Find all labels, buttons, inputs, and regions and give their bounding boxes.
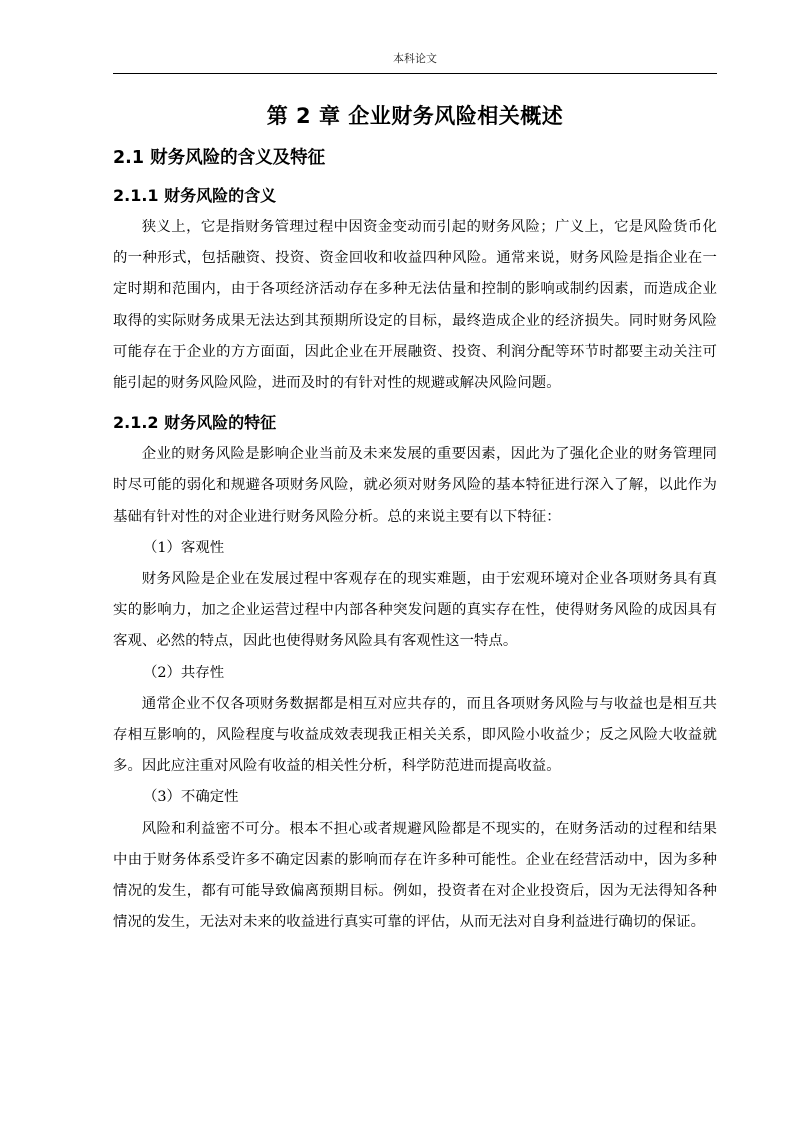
chapter-title: 第 2 章 企业财务风险相关概述 [266,104,564,128]
paragraph-meaning: 狭义上，它是指财务管理过程中因资金变动而引起的财务风险；广义上，它是风险货币化的一种形式，包括融资、投资、资金回收和收益四种风险。通常来说，财务风险是指企业在一定时期和范围内，由于各项经济活动存在多种无法估量和控制的影响或制约因素，而造成企业取得的实际财务成果无法达到其预期所设定的目标，最终造成企业的经济损失。同时财务风险可能存在于企业的方方面面，因此企业在开展融资、投资、利润分配等环节时都要主动关注可能引起的财务风险风险，进而及时的有针对性的规避或解决风险问题。 [113,219,717,392]
feature-text-coexistence: 通常企业不仅各项财务数据都是相互对应共存的，而且各项财务风险与与收益也是相互共存相互影响的，风险程度与收益成效表现我正相关关系，即风险小收益少；反之风险大收益就多。因此应注重对风险有收益的相关性分析，科学防范进而提高收益。 [113,695,717,775]
running-header: 本科论文 [393,52,437,65]
header-divider [113,73,717,74]
subsection-title-meaning: 2.1.1 财务风险的含义 [113,186,277,205]
feature-text-objectivity: 财务风险是企业在发展过程中客观存在的现实难题，由于宏观环境对企业各项财务具有真实的影响力，加之企业运营过程中内部各种突发问题的真实存在性，使得财务风险的成因具有客观、必然的特点，因此也使得财务风险具有客观性这一特点。 [113,571,717,650]
paragraph-features-intro: 企业的财务风险是影响企业当前及未来发展的重要因素，因此为了强化企业的财务管理同时尽可能的弱化和规避各项财务风险，就必须对财务风险的基本特征进行深入了解，以此作为基础有针对性的对企业进行财务风险分析。总的来说主要有以下特征： [113,446,717,525]
feature-label-objectivity: （1）客观性 [143,539,225,556]
feature-label-uncertainty: （3）不确定性 [143,789,239,806]
section-title: 2.1 财务风险的含义及特征 [113,148,326,168]
feature-label-coexistence: （2）共存性 [143,664,225,681]
subsection-title-features: 2.1.2 财务风险的特征 [113,413,277,433]
feature-text-uncertainty: 风险和利益密不可分。根本不担心或者规避风险都是不现实的，在财务活动的过程和结果中由于财务体系受许多不确定因素的影响而存在许多种可能性。企业在经营活动中，因为多种情况的发生，都有可能导致偏离预期目标。例如，投资者在对企业投资后，因为无法得知各种情况的发生，无法对未来的收益进行真实可靠的评估，从而无法对自身利益进行确切的保证。 [113,820,717,931]
page-body [113,98,717,938]
